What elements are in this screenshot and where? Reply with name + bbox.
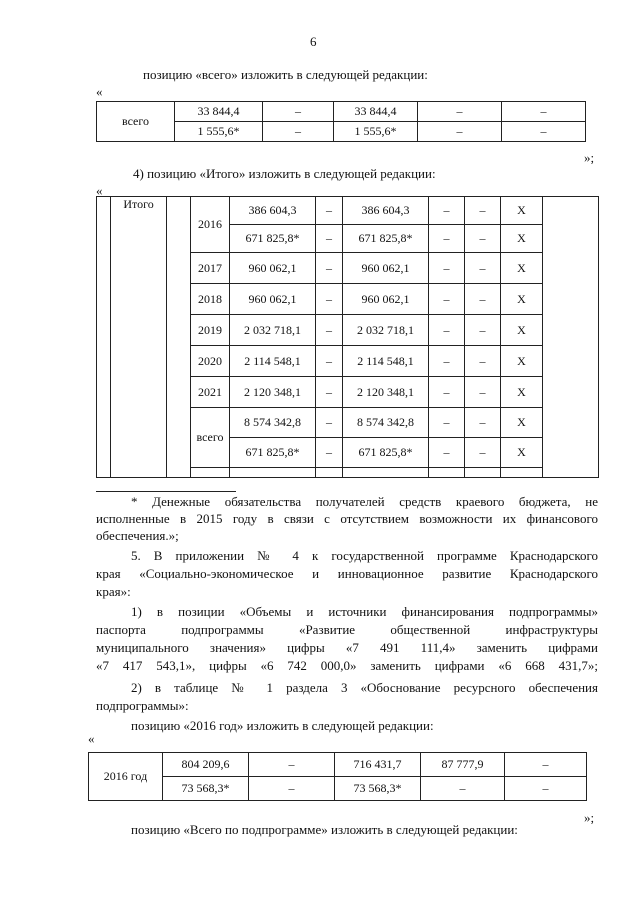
cell: –	[316, 284, 343, 315]
cell: X	[501, 197, 543, 225]
quote-open: «	[96, 84, 103, 99]
footnote-separator	[96, 491, 236, 492]
cell: –	[263, 122, 334, 142]
cell: X	[501, 377, 543, 408]
cell: –	[316, 315, 343, 346]
cell: –	[465, 284, 501, 315]
cell: –	[505, 753, 587, 777]
cell: 386 604,3	[343, 197, 429, 225]
cell: 1 555,6*	[334, 122, 418, 142]
paragraph-vsego: позицию «всего» изложить в следующей редакции:	[143, 67, 428, 82]
cell: –	[429, 377, 465, 408]
paragraph-line: 1) в позиции «Объемы и источники финансирования подпрограммы»	[131, 604, 598, 619]
cell: –	[502, 102, 586, 122]
footnote-line: обеспечения.»;	[96, 528, 179, 543]
cell: –	[465, 438, 501, 468]
cell: –	[465, 315, 501, 346]
cell: 2 120 348,1	[343, 377, 429, 408]
cell: –	[316, 377, 343, 408]
cell: 8 574 342,8	[343, 408, 429, 438]
cell: –	[429, 284, 465, 315]
year-cell: 2020	[191, 346, 230, 377]
cell: 87 777,9	[421, 753, 505, 777]
paragraph-itogo: 4) позицию «Итого» изложить в следующей редакции:	[133, 166, 436, 181]
paragraph-line: паспорта подпрограммы «Развитие общественной инфраструктуры	[96, 622, 598, 637]
blank-cell	[429, 468, 465, 478]
cell: X	[501, 438, 543, 468]
paragraph-2016: позицию «2016 год» изложить в следующей редакции:	[131, 718, 434, 733]
cell: 2 032 718,1	[343, 315, 429, 346]
paragraph-line: муниципального значения» цифры «7 491 111,4» заменить цифрами	[96, 640, 598, 655]
cell: –	[502, 122, 586, 142]
cell: –	[429, 346, 465, 377]
cell: –	[429, 315, 465, 346]
cell: –	[429, 253, 465, 284]
footnote-line: * Денежные обязательства получателей средств краевого бюджета, не	[131, 494, 598, 509]
cell: 804 209,6	[163, 753, 249, 777]
table-row	[89, 777, 587, 801]
cell: –	[249, 777, 335, 801]
paragraph-line: подпрограммы»:	[96, 698, 189, 713]
year-cell: 2016	[191, 197, 230, 253]
cell: –	[465, 197, 501, 225]
cell: –	[429, 225, 465, 253]
cell: –	[465, 225, 501, 253]
cell: 960 062,1	[230, 253, 316, 284]
cell: X	[501, 315, 543, 346]
cell: 8 574 342,8	[230, 408, 316, 438]
table-vsego	[96, 101, 586, 142]
cell: –	[316, 438, 343, 468]
cell: –	[249, 753, 335, 777]
table-row	[97, 197, 599, 225]
cell: –	[429, 438, 465, 468]
blank-cell	[501, 468, 543, 478]
cell: 716 431,7	[335, 753, 421, 777]
cell: –	[465, 346, 501, 377]
blank-cell	[230, 468, 316, 478]
cell: 2 032 718,1	[230, 315, 316, 346]
cell: 1 555,6*	[175, 122, 263, 142]
cell: X	[501, 346, 543, 377]
cell: –	[316, 253, 343, 284]
quote-open: «	[96, 183, 103, 198]
cell: 73 568,3*	[335, 777, 421, 801]
paragraph-vsego-po: позицию «Всего по подпрограмме» изложить в следующей редакции:	[131, 822, 518, 837]
cell: 2 114 548,1	[230, 346, 316, 377]
cell: –	[465, 377, 501, 408]
paragraph-line: 2) в таблице № 1 раздела 3 «Обоснование ресурсного обеспечения	[131, 680, 598, 695]
quote-open: «	[88, 731, 95, 746]
cell: 73 568,3*	[163, 777, 249, 801]
blank-cell	[191, 468, 230, 478]
footnote-line: исполненные в 2015 году в связи с отсутствием возможности их финансового	[96, 511, 598, 526]
cell: 671 825,8*	[343, 438, 429, 468]
cell: 960 062,1	[343, 284, 429, 315]
cell: –	[316, 225, 343, 253]
cell: X	[501, 225, 543, 253]
cell: –	[421, 777, 505, 801]
cell: –	[316, 346, 343, 377]
year-cell: 2021	[191, 377, 230, 408]
cell: –	[316, 408, 343, 438]
paragraph-line: края»:	[96, 584, 131, 599]
cell: –	[505, 777, 587, 801]
year-cell: 2018	[191, 284, 230, 315]
cell: 2 120 348,1	[230, 377, 316, 408]
cell: –	[465, 253, 501, 284]
paragraph-line: «7 417 543,1», цифры «6 742 000,0» заменить цифрами «6 668 431,7»;	[96, 658, 598, 673]
quote-close: »;	[584, 810, 595, 825]
cell: –	[465, 408, 501, 438]
cell: X	[501, 408, 543, 438]
paragraph-line: 5. В приложении № 4 к государственной программе Краснодарского	[131, 548, 598, 563]
cell: –	[429, 408, 465, 438]
row-label: 2016 год	[89, 753, 163, 801]
page-number: 6	[310, 34, 317, 49]
cell: X	[501, 284, 543, 315]
cell: 960 062,1	[343, 253, 429, 284]
table-row	[97, 102, 586, 122]
year-cell: 2019	[191, 315, 230, 346]
row-label: всего	[97, 102, 175, 142]
blank-cell	[543, 197, 599, 478]
cell: 671 825,8*	[230, 225, 316, 253]
table-2016	[88, 752, 587, 801]
quote-close: »;	[584, 150, 595, 165]
year-cell: всего	[191, 408, 230, 468]
blank-cell	[167, 197, 191, 478]
cell: 386 604,3	[230, 197, 316, 225]
cell: –	[418, 122, 502, 142]
cell: 2 114 548,1	[343, 346, 429, 377]
blank-cell	[343, 468, 429, 478]
blank-cell	[465, 468, 501, 478]
row-label: Итого	[111, 197, 167, 478]
blank-cell	[316, 468, 343, 478]
blank-cell	[97, 197, 111, 478]
year-cell: 2017	[191, 253, 230, 284]
table-row	[89, 753, 587, 777]
cell: 671 825,8*	[230, 438, 316, 468]
cell: 33 844,4	[175, 102, 263, 122]
cell: 33 844,4	[334, 102, 418, 122]
cell: –	[316, 197, 343, 225]
table-itogo	[96, 196, 599, 478]
cell: 960 062,1	[230, 284, 316, 315]
cell: X	[501, 253, 543, 284]
cell: 671 825,8*	[343, 225, 429, 253]
cell: –	[429, 197, 465, 225]
cell: –	[418, 102, 502, 122]
paragraph-line: края «Социально-экономическое и инновационное развитие Краснодарского	[96, 566, 598, 581]
cell: –	[263, 102, 334, 122]
